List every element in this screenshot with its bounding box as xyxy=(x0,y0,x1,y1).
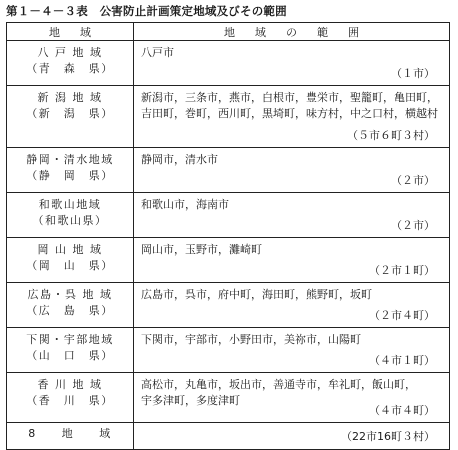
total-scope-cell xyxy=(134,423,450,450)
municipality-list: 新潟市，三条市，燕市，白根市，豊栄市，聖籠町，亀田町， 吉田町，巻町，西川町，黒埼町，味方村，中之口村，横越村 xyxy=(141,91,438,120)
region-cell xyxy=(7,86,134,148)
scope-column-header: 地域の範囲 xyxy=(134,23,450,41)
municipality-count: （４市４町） xyxy=(369,404,435,417)
scope-cell xyxy=(134,328,450,373)
region-cell xyxy=(7,373,134,423)
prefecture-name: （青 森 県） xyxy=(26,62,114,75)
designated-regions-table xyxy=(6,22,450,450)
table-row xyxy=(7,328,450,373)
region-name: 静岡・清水地域 xyxy=(26,153,114,166)
region-cell xyxy=(7,148,134,193)
header-row xyxy=(7,23,450,41)
municipality-list: 八戸市 xyxy=(141,46,174,59)
region-cell xyxy=(7,41,134,86)
table-row xyxy=(7,41,450,86)
prefecture-name: （山 口 県） xyxy=(26,349,114,362)
total-row xyxy=(7,423,450,450)
region-cell xyxy=(7,328,134,373)
municipality-count: （１市） xyxy=(391,67,435,80)
region-name: 岡 山 地 域 xyxy=(37,243,103,256)
table-row xyxy=(7,238,450,283)
prefecture-name: （広 島 県） xyxy=(26,304,114,317)
municipality-count: （５市６町３村） xyxy=(347,129,435,142)
scope-cell xyxy=(134,41,450,86)
total-region-label: 8 地 域 xyxy=(28,427,112,440)
region-cell xyxy=(7,283,134,328)
scope-cell xyxy=(134,238,450,283)
region-cell xyxy=(7,238,134,283)
scope-cell xyxy=(134,193,450,238)
total-region-cell xyxy=(7,423,134,450)
table-row xyxy=(7,148,450,193)
region-column-header: 地域 xyxy=(7,23,134,41)
prefecture-name: （岡 山 県） xyxy=(26,259,114,272)
region-name: 新 潟 地 域 xyxy=(37,91,103,104)
municipality-count: （２市１町） xyxy=(369,264,435,277)
municipality-list: 和歌山市，海南市 xyxy=(141,198,229,211)
municipality-list: 下関市，宇部市，小野田市，美祢市，山陽町 xyxy=(141,333,361,346)
region-cell xyxy=(7,193,134,238)
table-row xyxy=(7,193,450,238)
region-name: 下関・宇部地域 xyxy=(26,333,114,346)
table-row xyxy=(7,86,450,148)
region-name: 八 戸 地 域 xyxy=(37,46,103,59)
total-municipality-count: （22市16町３村） xyxy=(341,430,435,443)
prefecture-name: （和歌山県） xyxy=(32,214,108,227)
municipality-count: （２市） xyxy=(391,174,435,187)
table-title: 第１－４－３表 公害防止計画策定地域及びその範囲 xyxy=(6,4,287,18)
municipality-count: （４市１町） xyxy=(369,354,435,367)
table-row xyxy=(7,283,450,328)
municipality-list: 高松市，丸亀市，坂出市，善通寺市，牟礼町，飯山町， 宇多津町，多度津町 xyxy=(141,378,416,407)
municipality-list: 広島市，呉市，府中町，海田町，熊野町，坂町 xyxy=(141,288,372,301)
region-name: 広島・呉 地 域 xyxy=(27,288,113,301)
municipality-list: 岡山市，玉野市，灘崎町 xyxy=(141,243,262,256)
municipality-list: 静岡市，清水市 xyxy=(141,153,218,166)
municipality-count: （２市４町） xyxy=(369,309,435,322)
region-name: 和歌山地域 xyxy=(38,198,102,211)
prefecture-name: （香 川 県） xyxy=(26,394,114,407)
scope-cell xyxy=(134,373,450,423)
prefecture-name: （新 潟 県） xyxy=(26,107,114,120)
scope-cell xyxy=(134,283,450,328)
scope-cell xyxy=(134,86,450,148)
region-name: 香 川 地 域 xyxy=(37,378,103,391)
scope-cell xyxy=(134,148,450,193)
municipality-count: （２市） xyxy=(391,219,435,232)
prefecture-name: （静 岡 県） xyxy=(26,169,114,182)
table-row xyxy=(7,373,450,423)
